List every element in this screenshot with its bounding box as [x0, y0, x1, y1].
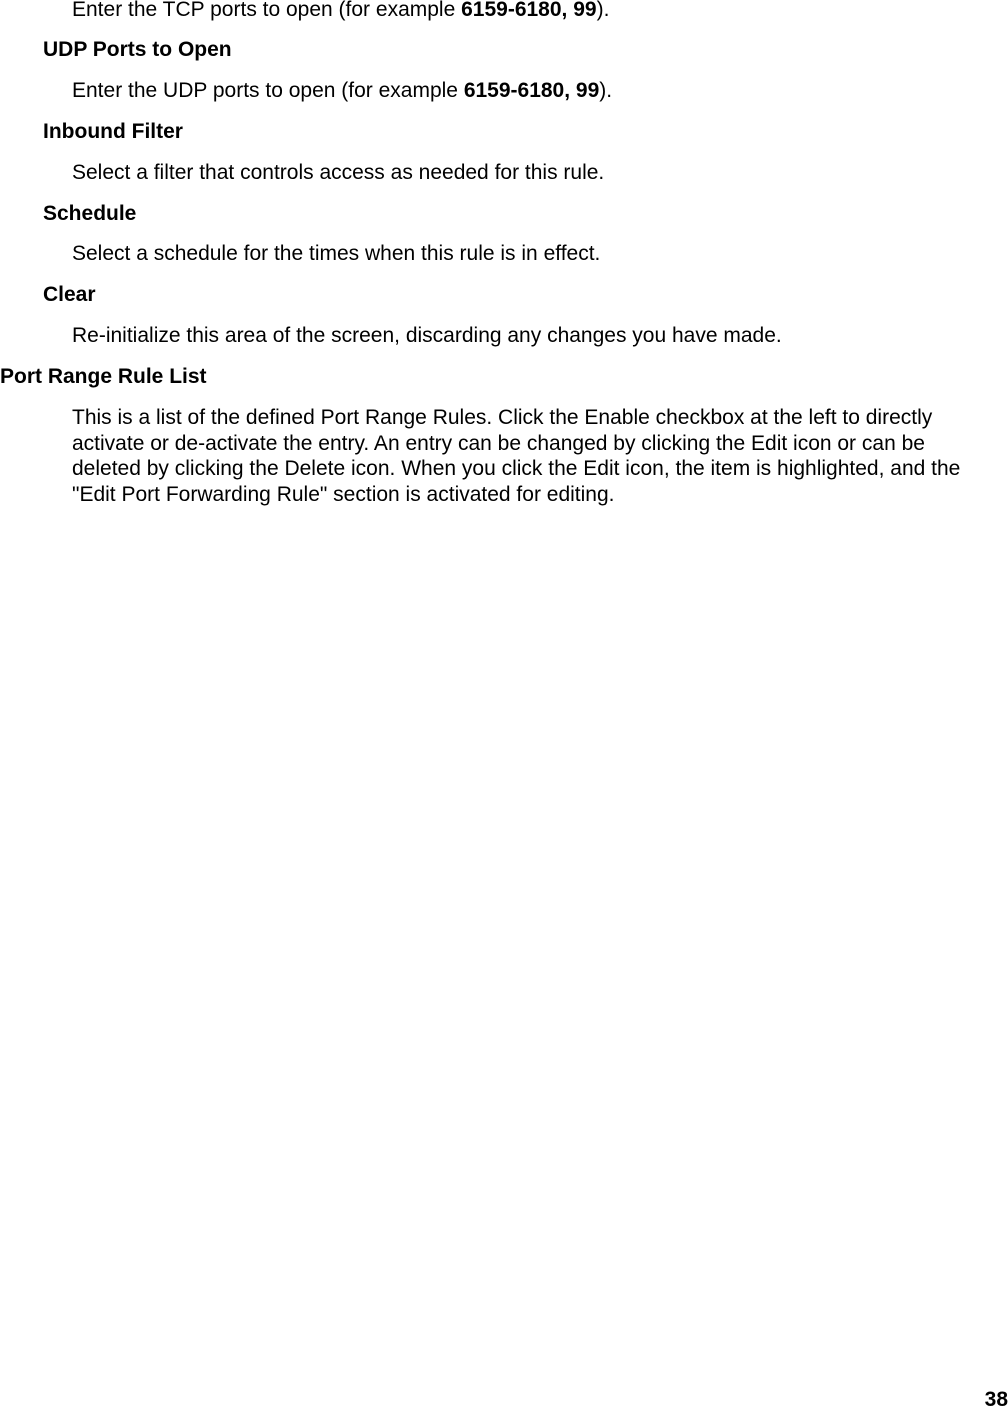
schedule-description: Select a schedule for the times when this rule is in effect.	[72, 242, 601, 265]
tcp-desc-prefix: Enter the TCP ports to open (for example	[72, 0, 462, 21]
tcp-desc-suffix: ).	[596, 0, 610, 21]
tcp-example: 6159-6180, 99	[461, 0, 597, 21]
tcp-ports-description	[72, 0, 609, 22]
clear-description: Re-initialize this area of the screen, discarding any changes you have made.	[72, 324, 782, 347]
clear-term: Clear	[43, 283, 96, 306]
schedule-term: Schedule	[43, 202, 137, 225]
udp-ports-description	[72, 78, 612, 103]
udp-desc-prefix: Enter the UDP ports to open (for example	[72, 79, 464, 102]
inbound-filter-term: Inbound Filter	[43, 120, 183, 143]
udp-example: 6159-6180, 99	[463, 79, 600, 102]
port-range-rule-list-heading: Port Range Rule List	[0, 365, 207, 388]
udp-desc-suffix: ).	[599, 79, 613, 102]
inbound-filter-description: Select a filter that controls access as needed for this rule.	[72, 161, 605, 184]
port-range-rule-list-description: This is a list of the defined Port Range Rules. Click the Enable checkbox at the left to directly activate or de-activate the entry. An entry can be changed by clicking the Edit icon or can be deleted by clicking the Delete icon. When you click the Edit icon, the item is highlighted, and the "Edit Port Forwarding Rule" section is activated for editing.	[72, 406, 961, 507]
page-number: 38	[984, 1388, 1008, 1411]
udp-ports-term: UDP Ports to Open	[43, 38, 232, 61]
